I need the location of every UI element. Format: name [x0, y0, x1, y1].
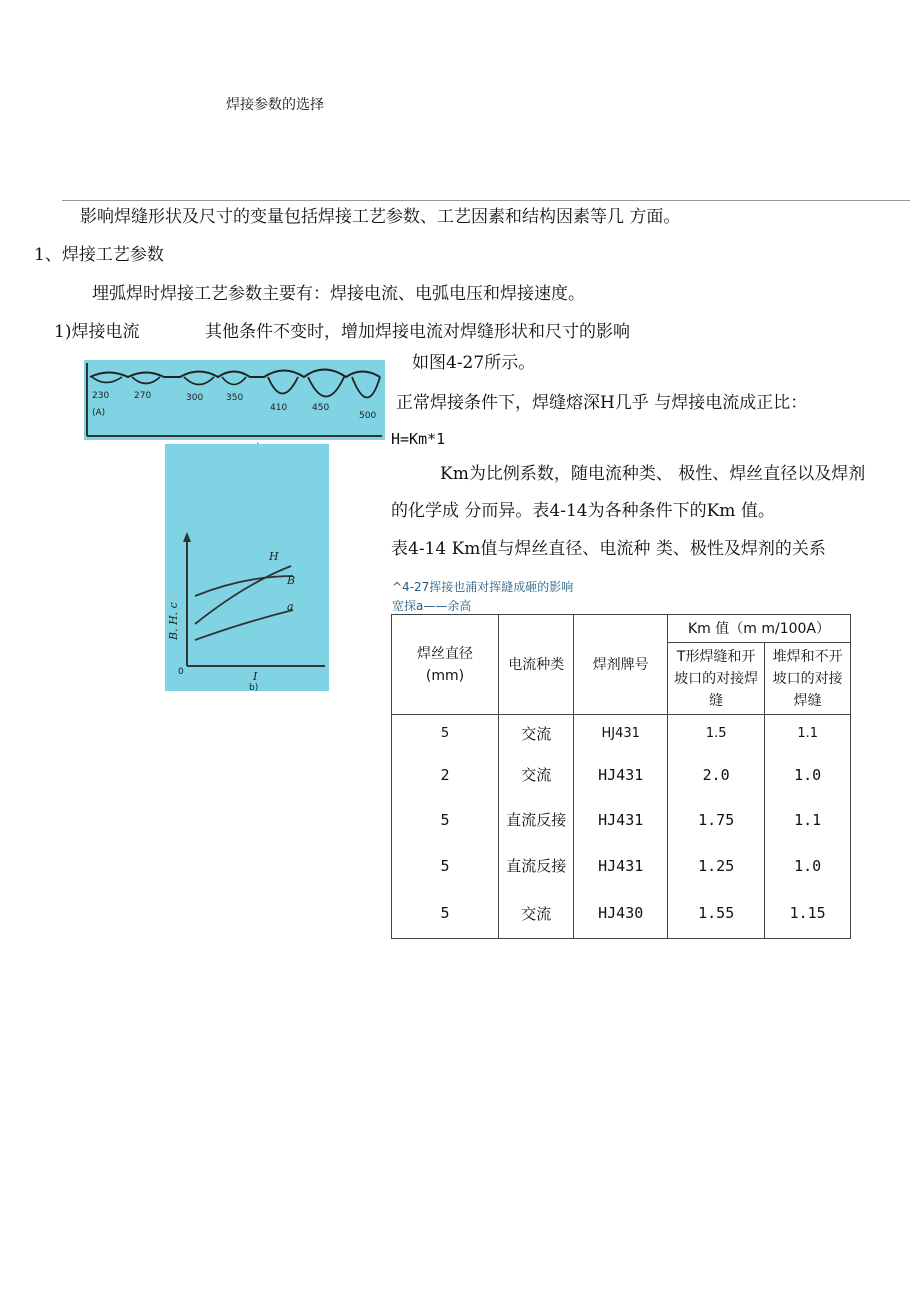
current-label: 350	[226, 393, 244, 403]
km-table	[391, 614, 851, 939]
current-label: 500	[359, 411, 377, 421]
cell-flux: HJ431	[574, 797, 668, 843]
figure-weld-sections	[84, 360, 385, 440]
cell-current: 交流	[499, 715, 574, 753]
figure-caption: ^4-27挥接也浦对挥縫成砸的影响	[392, 580, 574, 594]
cell-diameter: 2	[392, 753, 499, 797]
current-label: 270	[134, 391, 152, 401]
item-text: 其他条件不变时，增加焊接电流对焊缝形状和尺寸的影响	[205, 322, 630, 342]
cell-diameter: 5	[392, 843, 499, 889]
cell-current: 交流	[499, 889, 574, 939]
header-current: 电流种类	[499, 615, 574, 715]
current-curves-graphic	[165, 444, 329, 691]
cell-current: 直流反接	[499, 797, 574, 843]
table-row	[392, 753, 851, 797]
header-divider	[62, 200, 910, 201]
table-row	[392, 843, 851, 889]
header-km-t: T形焊缝和开坡口的对接焊缝	[668, 643, 765, 715]
cell-km-bead: 1.0	[765, 753, 851, 797]
header-title: 焊接参数的选择	[226, 97, 324, 113]
cell-flux: HJ430	[574, 889, 668, 939]
cell-km-t: 1.75	[668, 797, 765, 843]
current-label: 300	[186, 393, 204, 403]
paragraph-km-a: Km为比例系数，随电流种类、 极性、焊丝直径以及焊剂	[440, 464, 866, 484]
cell-current: 直流反接	[499, 843, 574, 889]
cell-diameter: 5	[392, 715, 499, 753]
current-label: 230	[92, 391, 110, 401]
cell-km-t: 1.5	[668, 715, 765, 753]
cell-diameter: 5	[392, 797, 499, 843]
cell-current: 交流	[499, 753, 574, 797]
cell-km-t: 2.0	[668, 753, 765, 797]
header-flux: 焊剂牌号	[574, 615, 668, 715]
paragraph-proportional: 正常焊接条件下，焊缝熔深H几乎 与焊接电流成正比：	[396, 393, 808, 413]
header-km-bead: 堆焊和不开坡口的对接焊缝	[765, 643, 851, 715]
cell-km-bead: 1.1	[765, 797, 851, 843]
formula: H=Km*1	[391, 430, 446, 448]
table-row	[392, 889, 851, 939]
table-row	[392, 715, 851, 753]
figure-caption-legend: 宽探a——余高	[392, 599, 472, 613]
figure-current-curves	[165, 444, 329, 691]
cell-km-bead: 1.1	[765, 715, 851, 753]
current-label: 410	[270, 403, 288, 413]
table-title: 表4-14 Km值与焊丝直径、电流种 类、极性及焊剂的关系	[391, 539, 826, 559]
cell-km-bead: 1.15	[765, 889, 851, 939]
cell-flux: HJ431	[574, 715, 668, 753]
origin-label: 0	[178, 667, 184, 677]
item-continuation: 如图4-27所示。	[412, 353, 536, 373]
section-heading: 1、焊接工艺参数	[34, 245, 164, 265]
item-label: 1)焊接电流	[54, 322, 140, 342]
cell-flux: HJ431	[574, 843, 668, 889]
figure-b-label: b)	[249, 683, 259, 691]
curve-label: H	[269, 550, 279, 563]
header-diameter: 焊丝直径 (mm)	[392, 615, 499, 715]
curve-label: a	[287, 600, 294, 613]
paragraph-km-b: 的化学成 分而异。表4-14为各种条件下的Km 值。	[391, 501, 775, 521]
paragraph-params: 埋弧焊时焊接工艺参数主要有：焊接电流、电弧电压和焊接速度。	[92, 284, 585, 304]
cell-km-t: 1.55	[668, 889, 765, 939]
curve-label: B	[287, 574, 296, 587]
x-axis-label: I	[253, 670, 258, 683]
unit-label: (A)	[92, 408, 106, 418]
weld-sections-graphic	[84, 360, 385, 440]
cell-flux: HJ431	[574, 753, 668, 797]
table-row	[392, 797, 851, 843]
header-km: Km 值（m m/100A）	[668, 615, 851, 643]
cell-km-t: 1.25	[668, 843, 765, 889]
cell-km-bead: 1.0	[765, 843, 851, 889]
y-axis-label: B. H. c	[167, 602, 180, 640]
intro-paragraph: 影响焊缝形状及尺寸的变量包括焊接工艺参数、工艺因素和结构因素等几 方面。	[80, 207, 681, 227]
current-label: 450	[312, 403, 330, 413]
cell-diameter: 5	[392, 889, 499, 939]
